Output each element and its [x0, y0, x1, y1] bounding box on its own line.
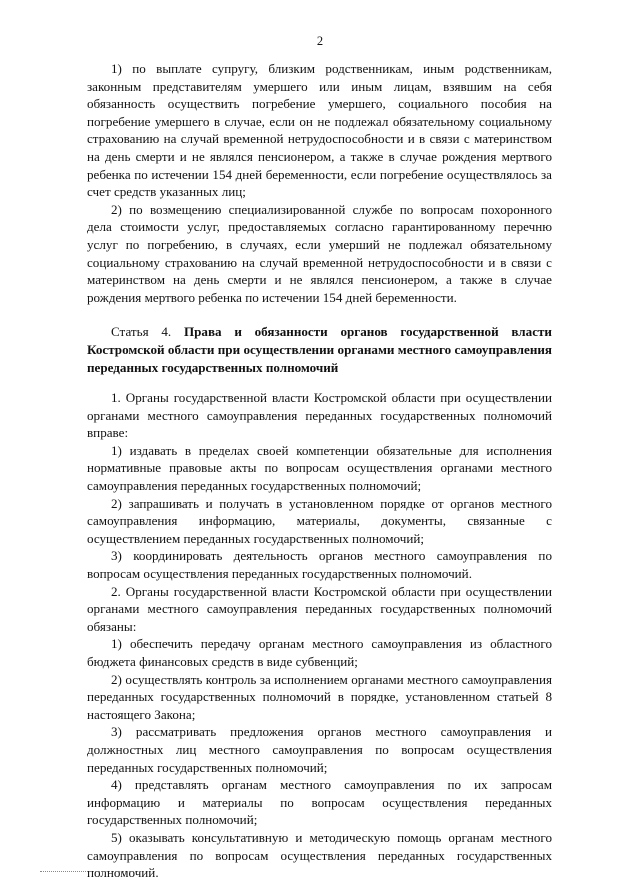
paragraph: 1) обеспечить передачу органам местного самоуправления из областного бюджета финансовых средств в виде субвенций;: [87, 636, 552, 669]
paragraph: 1) издавать в пределах своей компетенции обязательные для исполнения нормативные правовые акты по вопросам осуществления органами местного самоуправления переданных государственных полномочий;: [87, 442, 552, 494]
paragraph: 1. Органы государственной власти Костромской области при осуществлении органами местного самоуправления переданных государственных полномочий вправе:: [87, 390, 552, 441]
paragraph: 2) осуществлять контроль за исполнением органами местного самоуправления переданных государственных полномочий в порядке, установленном статьей 8 настоящего Закона;: [87, 671, 552, 722]
paragraph: 2) по возмещению специализированной службе по вопросам похоронного дела стоимости услуг, предоставляемых согласно гарантированному перечню услуг по погребению, в случаях, если умерший не подлежал обязательному социальному страхованию на случай временной нетрудоспособности и в связи с материнством на день смерти и не являлся пенсионером, а также в случае рождения мертвого ребенка по истечении 154 дней беременности.: [87, 201, 552, 305]
paragraph: 4) представлять органам местного самоуправления по их запросам информацию и материалы по вопросам осуществления переданных государственных полномочий;: [87, 777, 552, 828]
article-label: Статья 4.: [111, 324, 172, 340]
article-title: Права и обязанности органов государственной власти Костромской области при осуществлении органами местного самоуправления переданных государственных полномочий: [87, 324, 552, 375]
article-heading: [87, 323, 552, 376]
page-number: 2: [316, 34, 324, 48]
footer-divider: [40, 871, 140, 872]
paragraph: 3) координировать деятельность органов местного самоуправления по вопросам осуществления переданных государственных полномочий.: [87, 548, 552, 582]
paragraph: 2. Органы государственной власти Костромской области при осуществлении органами местного самоуправления переданных государственных полномочий обязаны:: [87, 583, 552, 634]
paragraph: 5) оказывать консультативную и методическую помощь органам местного самоуправления по вопросам осуществления переданных государственных полномочий.: [87, 829, 552, 881]
paragraph: 3) рассматривать предложения органов местного самоуправления и должностных лиц местного самоуправления по вопросам осуществления переданных государственных полномочий;: [87, 724, 552, 775]
paragraph: 1) по выплате супругу, близким родственникам, иным родственникам, законным представителям умершего или иным лицам, взявшим на себя обязанность осуществить погребение умершего, социального пособия на погребение умершего в случае, если он не подлежал обязательному социальному страхованию на случай временной нетрудоспособности и в связи с материнством на день смерти и не являлся пенсионером, а также в случае рождения мертвого ребенка по истечении 154 дней беременности, если погребение осуществлялось за счет средств указанных лиц;: [87, 61, 552, 200]
paragraph: 2) запрашивать и получать в установленном порядке от органов местного самоуправления информацию, материалы, документы, связанные с осуществлением переданных государственных полномочий;: [87, 495, 552, 546]
document-body: [87, 60, 552, 882]
